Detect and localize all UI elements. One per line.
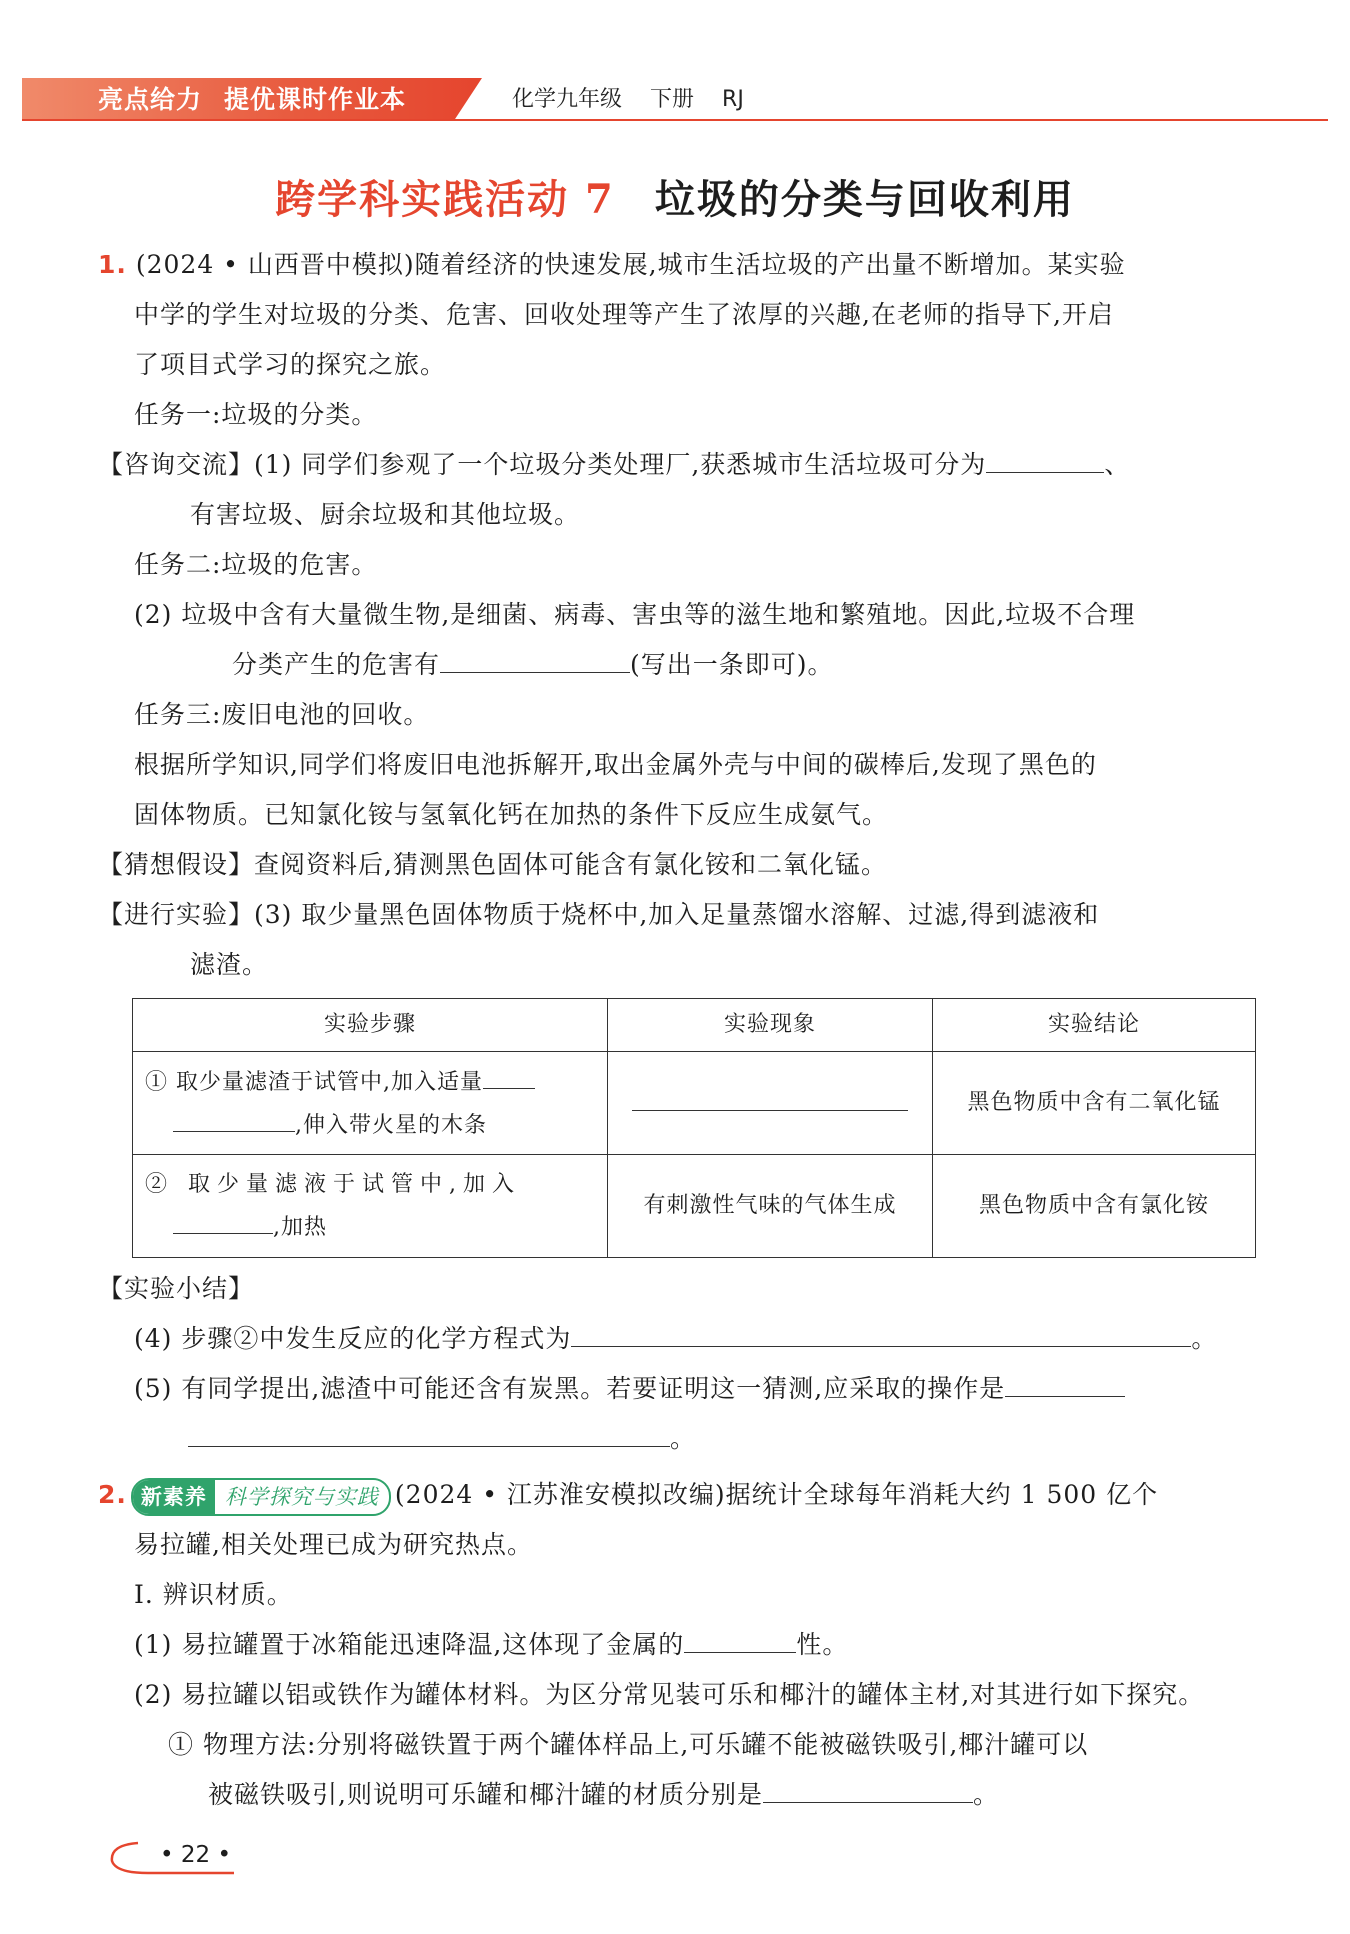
task-2-heading: 任务二:垃圾的危害。	[134, 550, 378, 579]
series-name: 亮点给力	[98, 85, 203, 114]
new-literacy-badge	[131, 1478, 391, 1516]
summary-heading: 【实验小结】	[98, 1274, 255, 1303]
answer-blank-5[interactable]	[632, 1082, 908, 1111]
experiment-table	[132, 998, 1256, 1258]
answer-blank-7[interactable]	[571, 1314, 1191, 1347]
q1-intro-line-3: 了项目式学习的探究之旅。	[134, 350, 447, 379]
question-1	[98, 240, 1256, 1464]
header-rule	[22, 119, 1328, 121]
q2-sub-1: (1) 易拉罐置于冰箱能迅速降温,这体现了金属的	[134, 1630, 685, 1659]
step-cell	[133, 1155, 608, 1258]
question-number: 2.	[98, 1480, 127, 1509]
answer-blank-6[interactable]	[173, 1205, 273, 1234]
header-conclusion: 实验结论	[933, 999, 1256, 1052]
q2-intro-line-1: (2024 • 江苏淮安模拟改编)据统计全球每年消耗大约 1 500 亿个	[394, 1480, 1159, 1509]
conclusion-cell: 黑色物质中含有二氧化锰	[933, 1052, 1256, 1155]
q2-intro-line-2: 易拉罐,相关处理已成为研究热点。	[134, 1530, 533, 1559]
content	[98, 240, 1256, 1820]
table-row	[133, 1052, 1256, 1155]
badge-sub: 科学探究与实践	[224, 1484, 379, 1509]
conclusion-cell: 黑色物质中含有氯化铵	[933, 1155, 1256, 1258]
page-number: • 22 •	[160, 1842, 232, 1868]
answer-blank-3[interactable]	[483, 1060, 535, 1089]
step-text: ② 取少量滤液于试管中,加入	[145, 1171, 521, 1197]
knowledge-line-2: 固体物质。已知氯化铵与氢氧化钙在加热的条件下反应生成氨气。	[134, 800, 889, 829]
q1-intro-line-1: (2024 • 山西晋中模拟)随着经济的快速发展,城市生活垃圾的产出量不断增加。某实验	[135, 250, 1126, 279]
book-series-name: 提优课时作业本	[224, 85, 407, 114]
answer-blank-10[interactable]	[684, 1620, 796, 1653]
q2-sub-2: (2) 易拉罐以铝或铁作为罐体材料。为区分常见装可乐和椰汁的罐体主材,对其进行如下探究。	[134, 1680, 1205, 1709]
answer-blank-2[interactable]	[440, 640, 630, 673]
step-cell	[133, 1052, 608, 1155]
question-number: 1.	[98, 250, 127, 279]
phenomenon-cell: 有刺激性气味的气体生成	[608, 1155, 933, 1258]
activity-title: 跨学科实践活动 7	[275, 176, 615, 223]
q1-sub-2-note: (写出一条即可)。	[630, 650, 834, 679]
consult-line-2: 有害垃圾、厨余垃圾和其他垃圾。	[190, 500, 581, 529]
punct: 。	[1191, 1324, 1218, 1353]
experiment-line-2: 滤渣。	[190, 950, 269, 979]
header-phenomenon: 实验现象	[608, 999, 933, 1052]
volume-label: 下册	[650, 87, 695, 112]
q1-sub-4: (4) 步骤②中发生反应的化学方程式为	[134, 1324, 572, 1353]
q1-sub-2-line-2: 分类产生的危害有	[232, 650, 441, 679]
q1-intro-line-2: 中学的学生对垃圾的分类、危害、回收处理等产生了浓厚的兴趣,在老师的指导下,开启	[134, 300, 1114, 329]
q1-sub-5: (5) 有同学提出,滤渣中可能还含有炭黑。若要证明这一猜测,应采取的操作是	[134, 1374, 1006, 1403]
punct: 。	[972, 1780, 999, 1809]
part-1-heading: Ⅰ. 辨识材质。	[134, 1580, 293, 1609]
task-3-heading: 任务三:废旧电池的回收。	[134, 700, 430, 729]
answer-blank-1[interactable]	[986, 440, 1104, 473]
q2-sub-2-1-line-2: 被磁铁吸引,则说明可乐罐和椰汁罐的材质分别是	[208, 1780, 763, 1809]
question-2	[98, 1470, 1256, 1820]
header-book-info	[512, 82, 772, 118]
punct: 。	[670, 1424, 697, 1453]
knowledge-line-1: 根据所学知识,同学们将废旧电池拆解开,取出金属外壳与中间的碳棒后,发现了黑色的	[134, 750, 1097, 779]
step-text: ① 取少量滤渣于试管中,加入适量	[145, 1070, 483, 1095]
header-step: 实验步骤	[133, 999, 608, 1052]
topic-title: 垃圾的分类与回收利用	[654, 176, 1075, 223]
hypothesis: 【猜想假设】查阅资料后,猜测黑色固体可能含有氯化铵和二氧化锰。	[98, 850, 887, 879]
answer-blank-8[interactable]	[1005, 1364, 1125, 1397]
edition-label: RJ	[722, 87, 744, 112]
consult-text: 【咨询交流】(1) 同学们参观了一个垃圾分类处理厂,获悉城市生活垃圾可分为	[98, 450, 987, 479]
badge-main: 新素养	[133, 1480, 215, 1514]
q2-sub-2-1-line-1: ① 物理方法:分别将磁铁置于两个罐体样品上,可乐罐不能被磁铁吸引,椰汁罐可以	[168, 1730, 1089, 1759]
subject-label: 化学九年级	[512, 87, 623, 112]
answer-blank-9[interactable]	[188, 1414, 670, 1447]
step-text-end: ,伸入带火星的木条	[295, 1113, 487, 1138]
punct: 、	[1104, 450, 1131, 479]
step-text-end: ,加热	[273, 1214, 327, 1240]
q1-sub-2-line-1: (2) 垃圾中含有大量微生物,是细菌、病毒、害虫等的滋生地和繁殖地。因此,垃圾不合理	[134, 600, 1136, 629]
page-title	[0, 168, 1350, 225]
answer-blank-11[interactable]	[763, 1770, 973, 1803]
q2-sub-1-end: 性。	[796, 1630, 849, 1659]
table-row	[133, 1155, 1256, 1258]
table-header-row	[133, 999, 1256, 1052]
experiment-line-1: 【进行实验】(3) 取少量黑色固体物质于烧杯中,加入足量蒸馏水溶解、过滤,得到滤液和	[98, 900, 1100, 929]
phenomenon-cell	[608, 1052, 933, 1155]
answer-blank-4[interactable]	[173, 1103, 295, 1132]
header-series	[98, 82, 406, 118]
task-1-heading: 任务一:垃圾的分类。	[134, 400, 378, 429]
